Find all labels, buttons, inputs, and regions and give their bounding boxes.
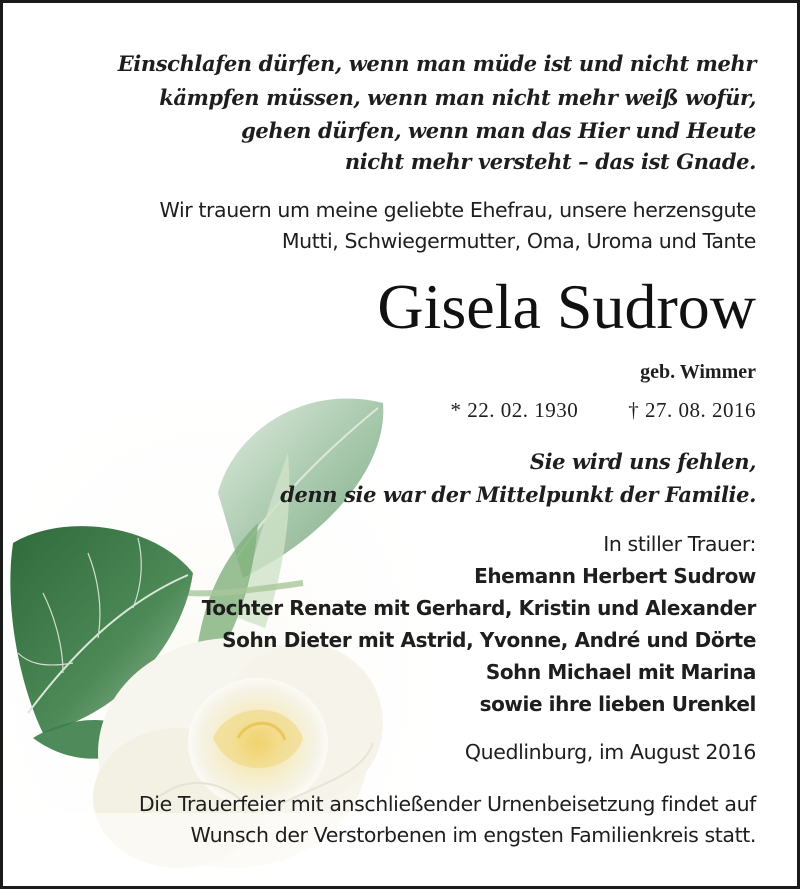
funeral-info-line: Die Trauerfeier mit anschließender Urnenbeisetzung findet auf bbox=[138, 792, 756, 816]
intro-line: Mutti, Schwiegermutter, Oma, Uroma und Tante bbox=[281, 229, 756, 253]
mourner-name: Sohn Dieter mit Astrid, Yvonne, André und Dörte bbox=[222, 628, 756, 652]
mourner-name: sowie ihre lieben Urenkel bbox=[479, 692, 756, 716]
tribute-line: Sie wird uns fehlen, bbox=[529, 449, 756, 474]
funeral-info-line: Wunsch der Verstorbenen im engsten Familienkreis statt. bbox=[190, 823, 756, 847]
poem-line: Einschlafen dürfen, wenn man müde ist und nicht mehr bbox=[117, 51, 756, 76]
mourner-name: Sohn Michael mit Marina bbox=[485, 660, 756, 684]
life-dates bbox=[451, 400, 757, 421]
poem-line: kämpfen müssen, wenn man nicht mehr weiß wofür, bbox=[159, 85, 756, 110]
mourners-heading: In stiller Trauer: bbox=[603, 532, 756, 556]
place-date: Quedlinburg, im August 2016 bbox=[464, 740, 756, 764]
tribute-line: denn sie war der Mittelpunkt der Familie. bbox=[280, 482, 756, 507]
poem-line: nicht mehr versteht – das ist Gnade. bbox=[344, 149, 756, 174]
poem-line: gehen dürfen, wenn man das Hier und Heute bbox=[241, 118, 756, 143]
birth-date: * 22. 02. 1930 bbox=[450, 398, 579, 422]
death-date: † 27. 08. 2016 bbox=[628, 398, 756, 422]
intro-line: Wir trauern um meine geliebte Ehefrau, unsere herzensgute bbox=[159, 198, 756, 222]
mourner-name: Ehemann Herbert Sudrow bbox=[474, 564, 756, 588]
birth-name: geb. Wimmer bbox=[640, 361, 756, 383]
mourner-name: Tochter Renate mit Gerhard, Kristin und Alexander bbox=[201, 596, 756, 620]
notice-text bbox=[3, 3, 800, 889]
deceased-name: Gisela Sudrow bbox=[377, 271, 756, 342]
